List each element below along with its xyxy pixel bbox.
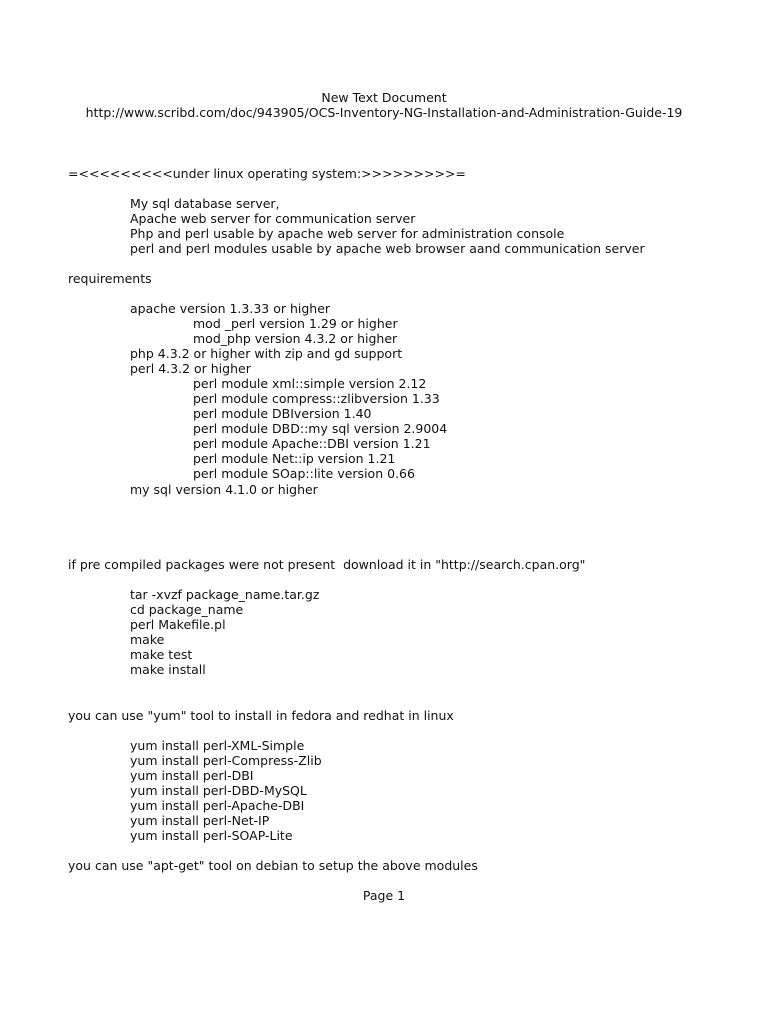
build-step-line: perl Makefile.pl — [130, 617, 226, 632]
build-step-line: cd package_name — [130, 602, 244, 617]
component-line: Apache web server for communication server — [130, 211, 416, 226]
requirements-label: requirements — [68, 271, 152, 286]
requirement-line: php 4.3.2 or higher with zip and gd support — [130, 346, 403, 361]
yum-command-line: yum install perl-Compress-Zlib — [130, 753, 322, 768]
yum-command-line: yum install perl-Apache-DBI — [130, 798, 305, 813]
requirement-line: perl module Net::ip version 1.21 — [193, 451, 396, 466]
yum-command-line: yum install perl-Net-IP — [130, 813, 270, 828]
build-step-line: tar -xvzf package_name.tar.gz — [130, 587, 320, 602]
requirement-line: apache version 1.3.33 or higher — [130, 301, 331, 316]
requirement-line: perl module DBD::my sql version 2.9004 — [193, 421, 448, 436]
component-line: My sql database server, — [130, 196, 280, 211]
requirement-line: my sql version 4.1.0 or higher — [130, 482, 318, 497]
document-title: New Text Document — [321, 90, 447, 105]
yum-note: you can use "yum" tool to install in fedora and redhat in linux — [68, 708, 454, 723]
requirement-line: mod_php version 4.3.2 or higher — [193, 331, 398, 346]
build-step-line: make test — [130, 647, 193, 662]
yum-command-line: yum install perl-DBI — [130, 768, 254, 783]
requirement-line: perl module DBIversion 1.40 — [193, 406, 372, 421]
yum-command-line: yum install perl-XML-Simple — [130, 738, 305, 753]
os-heading: =<<<<<<<<<under linux operating system:>>>>>>>>>= — [68, 166, 466, 181]
requirement-line: perl module Apache::DBI version 1.21 — [193, 436, 431, 451]
apt-note: you can use "apt-get" tool on debian to setup the above modules — [68, 858, 478, 873]
component-line: perl and perl modules usable by apache web browser aand communication server — [130, 241, 645, 256]
requirement-line: mod _perl version 1.29 or higher — [193, 316, 398, 331]
component-line: Php and perl usable by apache web server for administration console — [130, 226, 565, 241]
requirement-line: perl module SOap::lite version 0.66 — [193, 466, 415, 481]
yum-command-line: yum install perl-SOAP-Lite — [130, 828, 293, 843]
source-url: http://www.scribd.com/doc/943905/OCS-Inventory-NG-Installation-and-Administration-Guide-19 — [85, 105, 683, 120]
requirement-line: perl module xml::simple version 2.12 — [193, 376, 427, 391]
build-step-line: make install — [130, 662, 206, 677]
page-number: Page 1 — [362, 888, 406, 903]
download-note: if pre compiled packages were not present download it in "http://search.cpan.org" — [68, 557, 586, 572]
yum-command-line: yum install perl-DBD-MySQL — [130, 783, 307, 798]
requirement-line: perl 4.3.2 or higher — [130, 361, 251, 376]
requirement-line: perl module compress::zlibversion 1.33 — [193, 391, 440, 406]
build-step-line: make — [130, 632, 165, 647]
